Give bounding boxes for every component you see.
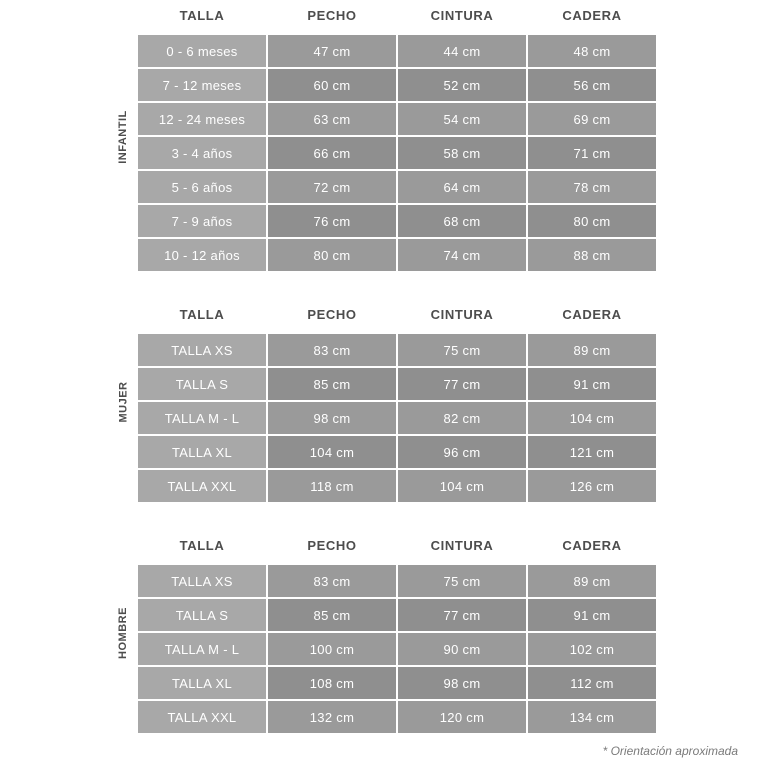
table-row [138, 171, 656, 203]
size-name-cell: 0 - 6 meses [138, 35, 266, 67]
table-header-row [138, 301, 656, 332]
category-label [112, 0, 134, 273]
measurement-cell: 91 cm [528, 368, 656, 400]
measurement-cell: 134 cm [528, 701, 656, 733]
measurement-cell: 108 cm [268, 667, 396, 699]
measurement-cell: 82 cm [398, 402, 526, 434]
measurement-cell: 52 cm [398, 69, 526, 101]
category-label-text: INFANTIL [117, 109, 129, 164]
measurement-cell: 47 cm [268, 35, 396, 67]
measurement-cell: 102 cm [528, 633, 656, 665]
table-row [138, 35, 656, 67]
measurement-cell: 120 cm [398, 701, 526, 733]
measurement-cell: 104 cm [268, 436, 396, 468]
measurement-cell: 104 cm [528, 402, 656, 434]
measurement-cell: 64 cm [398, 171, 526, 203]
measurement-cell: 98 cm [268, 402, 396, 434]
table-row [138, 470, 656, 502]
table-row [138, 239, 656, 271]
table-row [138, 436, 656, 468]
measurement-cell: 60 cm [268, 69, 396, 101]
column-header: CADERA [562, 8, 622, 23]
measurement-cell: 72 cm [268, 171, 396, 203]
measurement-cell: 77 cm [398, 368, 526, 400]
measurement-cell: 48 cm [528, 35, 656, 67]
column-header: CINTURA [430, 307, 494, 322]
table [136, 530, 658, 735]
size-name-cell: TALLA S [138, 368, 266, 400]
measurement-cell: 91 cm [528, 599, 656, 631]
size-name-cell: TALLA XXL [138, 701, 266, 733]
measurement-cell: 56 cm [528, 69, 656, 101]
size-name-cell: TALLA M - L [138, 633, 266, 665]
table-row [138, 368, 656, 400]
measurement-cell: 58 cm [398, 137, 526, 169]
column-header: CINTURA [430, 8, 494, 23]
measurement-cell: 112 cm [528, 667, 656, 699]
measurement-cell: 118 cm [268, 470, 396, 502]
table [136, 299, 658, 504]
column-header: CINTURA [430, 538, 494, 553]
measurement-cell: 76 cm [268, 205, 396, 237]
column-header: TALLA [179, 538, 225, 553]
table-row [138, 701, 656, 733]
column-header: PECHO [307, 538, 357, 553]
table-row [138, 334, 656, 366]
table-row [138, 137, 656, 169]
table-header-row [138, 532, 656, 563]
table-row [138, 103, 656, 135]
category-label-text: MUJER [117, 380, 130, 423]
measurement-cell: 132 cm [268, 701, 396, 733]
column-header: PECHO [307, 8, 357, 23]
size-table-mujer [0, 299, 770, 504]
measurement-cell: 85 cm [268, 368, 396, 400]
measurement-cell: 66 cm [268, 137, 396, 169]
measurement-cell: 121 cm [528, 436, 656, 468]
column-header: TALLA [179, 307, 225, 322]
measurement-cell: 75 cm [398, 565, 526, 597]
measurement-cell: 96 cm [398, 436, 526, 468]
measurement-cell: 68 cm [398, 205, 526, 237]
measurement-cell: 74 cm [398, 239, 526, 271]
column-header: CADERA [562, 538, 622, 553]
size-name-cell: TALLA XL [138, 667, 266, 699]
table-row [138, 205, 656, 237]
size-name-cell: TALLA XS [138, 565, 266, 597]
size-table-hombre [0, 530, 770, 735]
size-name-cell: TALLA M - L [138, 402, 266, 434]
measurement-cell: 75 cm [398, 334, 526, 366]
size-name-cell: 7 - 9 años [138, 205, 266, 237]
size-name-cell: 12 - 24 meses [138, 103, 266, 135]
table [136, 0, 658, 273]
size-name-cell: 3 - 4 años [138, 137, 266, 169]
table-row [138, 69, 656, 101]
table-row [138, 667, 656, 699]
size-name-cell: TALLA XXL [138, 470, 266, 502]
measurement-cell: 88 cm [528, 239, 656, 271]
size-table-infantil [0, 0, 770, 273]
measurement-cell: 63 cm [268, 103, 396, 135]
measurement-cell: 80 cm [268, 239, 396, 271]
measurement-cell: 80 cm [528, 205, 656, 237]
measurement-cell: 78 cm [528, 171, 656, 203]
size-name-cell: 10 - 12 años [138, 239, 266, 271]
measurement-cell: 85 cm [268, 599, 396, 631]
measurement-cell: 89 cm [528, 334, 656, 366]
measurement-cell: 83 cm [268, 334, 396, 366]
size-name-cell: TALLA S [138, 599, 266, 631]
category-label [112, 299, 134, 504]
measurement-cell: 71 cm [528, 137, 656, 169]
measurement-cell: 104 cm [398, 470, 526, 502]
measurement-cell: 90 cm [398, 633, 526, 665]
measurement-cell: 100 cm [268, 633, 396, 665]
footnote: * Orientación aproximada [602, 744, 738, 758]
size-name-cell: TALLA XL [138, 436, 266, 468]
column-header: PECHO [307, 307, 357, 322]
measurement-cell: 83 cm [268, 565, 396, 597]
size-name-cell: TALLA XS [138, 334, 266, 366]
table-row [138, 402, 656, 434]
column-header: TALLA [179, 8, 225, 23]
measurement-cell: 54 cm [398, 103, 526, 135]
measurement-cell: 89 cm [528, 565, 656, 597]
measurement-cell: 126 cm [528, 470, 656, 502]
table-spacer [0, 504, 770, 530]
table-row [138, 565, 656, 597]
category-label-text: HOMBRE [117, 606, 130, 659]
column-header: CADERA [562, 307, 622, 322]
measurement-cell: 98 cm [398, 667, 526, 699]
category-label [112, 530, 134, 735]
size-name-cell: 7 - 12 meses [138, 69, 266, 101]
table-row [138, 599, 656, 631]
table-spacer [0, 273, 770, 299]
size-name-cell: 5 - 6 años [138, 171, 266, 203]
table-row [138, 633, 656, 665]
measurement-cell: 77 cm [398, 599, 526, 631]
measurement-cell: 44 cm [398, 35, 526, 67]
measurement-cell: 69 cm [528, 103, 656, 135]
table-header-row [138, 2, 656, 33]
